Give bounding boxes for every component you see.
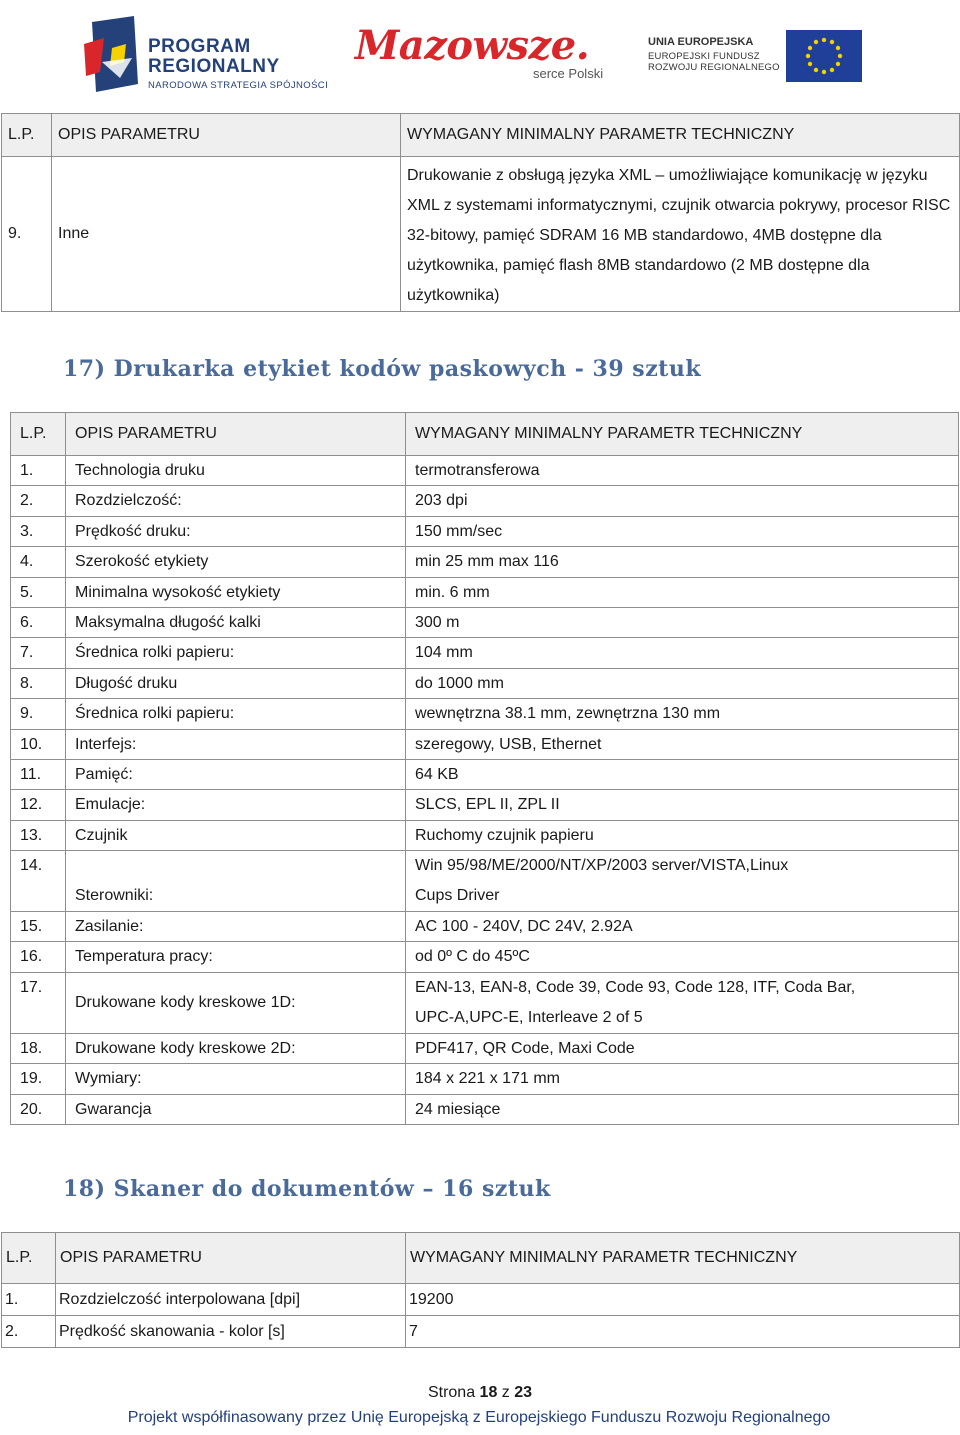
table-section-17 — [10, 412, 959, 1125]
table-row — [11, 820, 959, 850]
table-row — [2, 1284, 960, 1316]
cell-value: 24 miesiące — [406, 1094, 959, 1124]
mazowsze-logo — [355, 22, 615, 88]
cell-lp: 18. — [11, 1033, 66, 1063]
section-title-17: 17) Drukarka etykiet kodów paskowych - 39 sztuk — [63, 356, 702, 382]
cell-lp-text: 14. — [20, 857, 43, 875]
cell-param — [66, 851, 406, 912]
cell-value: min. 6 mm — [406, 577, 959, 607]
eu-line3: ROZWOJU REGIONALNEGO — [648, 62, 780, 73]
cell-lp: 6. — [11, 607, 66, 637]
cell-lp: 1. — [2, 1284, 56, 1316]
cell-value2-text: Cups Driver — [415, 887, 500, 905]
table-row — [11, 668, 959, 698]
cell-param: Minimalna wysokość etykiety — [66, 577, 406, 607]
footer-text: Projekt współfinasowany przez Unię Europejską z Europejskiego Funduszu Rozwoju Regionalnego — [127, 1409, 831, 1426]
program-regionalny-line3: NARODOWA STRATEGIA SPÓJNOŚCI — [148, 80, 329, 91]
table-row — [11, 516, 959, 546]
table-row — [11, 912, 959, 942]
cell-value: 19200 — [406, 1284, 960, 1316]
cell-param — [66, 972, 406, 1033]
cell-value: 104 mm — [406, 638, 959, 668]
cell-lp: 12. — [11, 790, 66, 820]
cell-param: Zasilanie: — [66, 912, 406, 942]
cell-param: Rozdzielczość: — [66, 486, 406, 516]
cell-param: Średnica rolki papieru: — [66, 638, 406, 668]
cell-value-text: Win 95/98/ME/2000/NT/XP/2003 server/VISTA,Linux — [415, 857, 789, 875]
cell-param: Pamięć: — [66, 759, 406, 789]
cell-param: Temperatura pracy: — [66, 942, 406, 972]
cell-lp: 2. — [11, 486, 66, 516]
header-param: OPIS PARAMETRU — [66, 413, 406, 456]
cell-value: Ruchomy czujnik papieru — [406, 820, 959, 850]
table-row — [11, 790, 959, 820]
header-param: OPIS PARAMETRU — [56, 1233, 406, 1284]
cell-value: od 0º C do 45ºC — [406, 942, 959, 972]
cell-lp: 10. — [11, 729, 66, 759]
header-logos — [0, 0, 960, 108]
page-total: 23 — [514, 1384, 533, 1401]
cell-lp: 15. — [11, 912, 66, 942]
cell-value: do 1000 mm — [406, 668, 959, 698]
page-sep: z — [501, 1384, 510, 1401]
table-row — [11, 456, 959, 486]
cell-lp: 2. — [2, 1316, 56, 1348]
cell-lp: 9. — [11, 699, 66, 729]
table-row — [11, 607, 959, 637]
cell-value: SLCS, EPL II, ZPL II — [406, 790, 959, 820]
cell-value — [406, 851, 959, 912]
cell-lp: 4. — [11, 547, 66, 577]
cell-value: min 25 mm max 116 — [406, 547, 959, 577]
table-row — [11, 1064, 959, 1094]
section-title-18: 18) Skaner do dokumentów – 16 sztuk — [63, 1176, 551, 1202]
table-row — [11, 547, 959, 577]
mazowsze-wordmark: Mazowsze. — [355, 22, 590, 69]
cell-lp: 5. — [11, 577, 66, 607]
cell-value: PDF417, QR Code, Maxi Code — [406, 1033, 959, 1063]
cell-lp — [11, 851, 66, 912]
cell-value: 300 m — [406, 607, 959, 637]
cell-value: 7 — [406, 1316, 960, 1348]
cell-lp: 3. — [11, 516, 66, 546]
table-row — [11, 851, 959, 912]
table-row — [11, 638, 959, 668]
eu-logo — [648, 30, 868, 82]
page-number — [0, 1384, 960, 1402]
table-header-row — [2, 114, 960, 157]
cell-param: Drukowane kody kreskowe 2D: — [66, 1033, 406, 1063]
cell-param-text: Drukowane kody kreskowe 1D: — [75, 993, 296, 1011]
cell-value: 203 dpi — [406, 486, 959, 516]
cell-lp: 13. — [11, 820, 66, 850]
header-lp: L.P. — [11, 413, 66, 456]
cell-value2-text: UPC-A,UPC-E, Interleave 2 of 5 — [415, 1008, 643, 1026]
cell-lp: 7. — [11, 638, 66, 668]
table-row — [2, 157, 960, 312]
program-regionalny-emblem-icon — [82, 14, 144, 96]
table-row — [11, 1094, 959, 1124]
header-lp: L.P. — [2, 114, 52, 157]
header-param: OPIS PARAMETRU — [52, 114, 401, 157]
cell-value: 150 mm/sec — [406, 516, 959, 546]
page-current: 18 — [479, 1384, 498, 1401]
cell-value: termotransferowa — [406, 456, 959, 486]
cell-value: szeregowy, USB, Ethernet — [406, 729, 959, 759]
cell-param: Emulacje: — [66, 790, 406, 820]
table-section-18 — [1, 1232, 960, 1348]
eu-line2: EUROPEJSKI FUNDUSZ — [648, 51, 760, 62]
table-row — [2, 1316, 960, 1348]
cell-param: Maksymalna długość kalki — [66, 607, 406, 637]
cell-param: Wymiary: — [66, 1064, 406, 1094]
page-prefix: Strona — [427, 1384, 476, 1401]
table-row — [11, 759, 959, 789]
table-row — [11, 1033, 959, 1063]
table-row — [11, 699, 959, 729]
program-regionalny-line1: PROGRAM — [148, 36, 251, 57]
cell-param: Długość druku — [66, 668, 406, 698]
cell-lp: 16. — [11, 942, 66, 972]
cell-lp: 11. — [11, 759, 66, 789]
cell-lp: 20. — [11, 1094, 66, 1124]
header-lp: L.P. — [2, 1233, 56, 1284]
cell-value: Drukowanie z obsługą języka XML – umożliwiające komunikację w języku XML z systemami informatycznymi, czujnik otwarcia pokrywy, procesor RISC 32-bitowy, pamięć SDRAM 16 MB standardowo, 4MB dostępne dla użytkownika, pamięć flash 8MB standardowo (2 MB dostępne dla użytkownika) — [401, 157, 960, 312]
cell-param: Szerokość etykiety — [66, 547, 406, 577]
program-regionalny-logo — [82, 14, 332, 96]
cell-param: Gwarancja — [66, 1094, 406, 1124]
cell-value-text: EAN-13, EAN-8, Code 39, Code 93, Code 128, ITF, Coda Bar, — [415, 978, 856, 996]
cell-lp-text: 17. — [20, 978, 43, 996]
cell-param: Prędkość skanowania - kolor [s] — [56, 1316, 406, 1348]
cell-param: Średnica rolki papieru: — [66, 699, 406, 729]
eu-line1: UNIA EUROPEJSKA — [648, 36, 754, 48]
cell-param: Czujnik — [66, 820, 406, 850]
header-value: WYMAGANY MINIMALNY PARAMETR TECHNICZNY — [406, 413, 959, 456]
table-continued — [1, 113, 960, 312]
cell-param: Technologia druku — [66, 456, 406, 486]
mazowsze-tagline: serce Polski — [533, 66, 604, 81]
cell-value: 184 x 221 x 171 mm — [406, 1064, 959, 1094]
cell-param: Interfejs: — [66, 729, 406, 759]
cell-lp: 1. — [11, 456, 66, 486]
table-row — [11, 486, 959, 516]
cell-value: AC 100 - 240V, DC 24V, 2.92A — [406, 912, 959, 942]
table-header-row — [2, 1233, 960, 1284]
cell-param: Inne — [52, 157, 401, 312]
table-row — [11, 577, 959, 607]
program-regionalny-line2: REGIONALNY — [148, 56, 280, 77]
header-value: WYMAGANY MINIMALNY PARAMETR TECHNICZNY — [406, 1233, 960, 1284]
cell-param-text: Sterowniki: — [75, 887, 154, 905]
eu-flag-icon — [786, 30, 862, 82]
cell-param: Rozdzielczość interpolowana [dpi] — [56, 1284, 406, 1316]
table-row — [11, 729, 959, 759]
table-row — [11, 972, 959, 1033]
cell-lp: 9. — [2, 157, 52, 312]
cell-lp: 19. — [11, 1064, 66, 1094]
cell-param: Prędkość druku: — [66, 516, 406, 546]
cell-value: 64 KB — [406, 759, 959, 789]
cell-lp: 8. — [11, 668, 66, 698]
cell-value — [406, 972, 959, 1033]
cell-value: wewnętrzna 38.1 mm, zewnętrzna 130 mm — [406, 699, 959, 729]
cell-lp — [11, 972, 66, 1033]
table-header-row — [11, 413, 959, 456]
table-row — [11, 942, 959, 972]
header-value: WYMAGANY MINIMALNY PARAMETR TECHNICZNY — [401, 114, 960, 157]
